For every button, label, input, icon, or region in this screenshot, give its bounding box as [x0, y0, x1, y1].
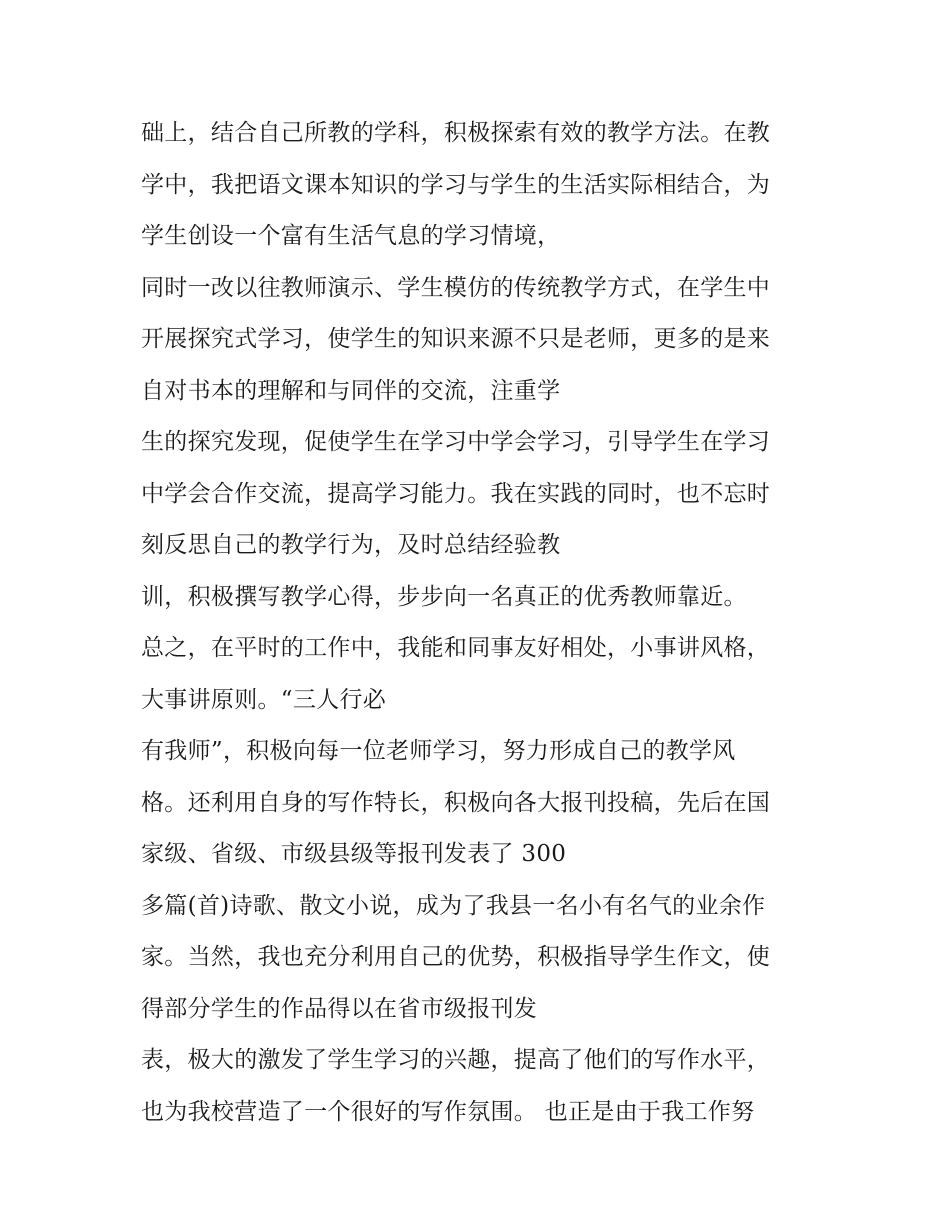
text-line: 得部分学生的作品得以在省市级报刊发 — [141, 995, 538, 1022]
text-line: 同时一改以往教师演示、学生模仿的传统教学方式，在学生中 — [141, 274, 771, 301]
text-line: 自对书本的理解和与同伴的交流，注重学 — [141, 377, 561, 404]
text-line: 开展探究式学习，使学生的知识来源不只是老师，更多的是来 — [141, 326, 771, 352]
text-line: 表，极大的激发了学生学习的兴趣，提高了他们的写作水平， — [141, 1047, 771, 1073]
text-line: 学中，我把语文课本知识的学习与学生的生活实际相结合，为 — [141, 171, 771, 198]
text-line: 总之，在平时的工作中，我能和同事友好相处，小事讲风格， — [141, 635, 771, 661]
text-line: 础上，结合自己所教的学科，积极探索有效的教学方法。在教 — [141, 120, 771, 146]
text-line: 大事讲原则。“三人行必 — [141, 686, 387, 713]
text-line: 训，积极撰写教学心得，步步向一名真正的优秀教师靠近。 — [141, 583, 747, 610]
body-text — [141, 108, 841, 1138]
text-line: 格。还利用自身的写作特长，积极向各大报刊投稿，先后在国 — [141, 789, 771, 816]
text-line: 中学会合作交流，提高学习能力。我在实践的同时，也不忘时 — [141, 480, 771, 507]
text-line: 多篇(首)诗歌、散文小说，成为了我县一名小有名气的业余作 — [141, 892, 766, 919]
text-line: 学生创设一个富有生活气息的学习情境， — [141, 223, 561, 249]
text-line: 有我师”，积极向每一位老师学习，努力形成自己的教学风 — [141, 738, 736, 764]
text-line: 家级、省级、市级县级等报刊发表了 300 — [141, 841, 567, 867]
text-line: 也为我校营造了一个很好的写作氛围。 也正是由于我工作努 — [141, 1098, 755, 1125]
text-line: 刻反思自己的教学行为，及时总结经验教 — [141, 532, 561, 558]
text-line: 家。当然，我也充分利用自己的优势，积极指导学生作文，使 — [141, 944, 771, 970]
text-line: 生的探究发现，促使学生在学习中学会学习，引导学生在学习 — [141, 429, 771, 455]
